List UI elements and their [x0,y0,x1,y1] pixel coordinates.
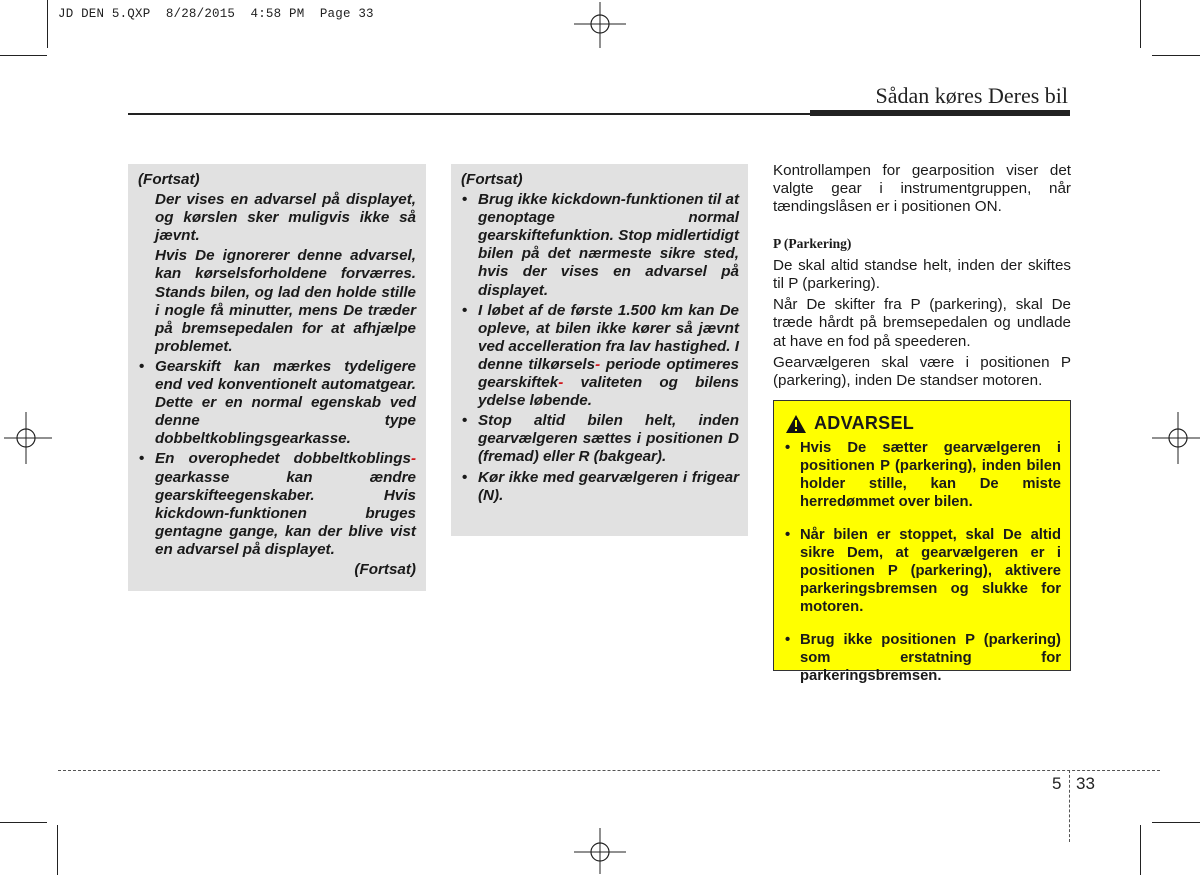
crop-mark [47,0,48,48]
list-item: • Brug ikke kickdown-funktionen til at genoptage normal gearskiftefunktion. Stop midlertidigt bilen på det nærmeste sikre sted, hvis der vises en advarsel på displayet. [461,191,739,300]
paragraph: Kontrollampen for gearposition viser det valgte gear i instrumentgruppen, når tændingslåsen er i positionen ON. [773,162,1071,216]
crop-mark [1152,55,1200,56]
crop-mark [1140,825,1141,875]
note-box-continued-1 [128,164,426,591]
hyphen-mark: - [595,355,601,373]
warning-box [773,400,1071,684]
registration-mark-icon [4,412,52,464]
registration-mark-icon [1152,412,1200,464]
list-item: • I løbet af de første 1.500 km kan De opleve, at bilen ikke kører så jævnt ved accelleration fra lav hastighed. I denne tilkørsels- periode optimeres gearskiftek- valiteten og bilens ydelse løbende. [461,302,739,411]
continued-label: (Fortsat) [354,560,416,578]
paragraph: Gearvælgeren skal være i positionen P (parkering), inden De standser motoren. [773,353,1071,390]
warning-item: • Hvis De sætter gearvælgeren i positionen P (parkering), inden bilen holder stille, kan De miste herredømmet over bilen. [785,439,1061,511]
paragraph: Hvis De ignorerer denne advarsel, kan kørselsforholdene forværres. Stands bilen, og lad den holde stille i nogle få minutter, mens De træder på bremsepedalen for at afhjælpe problemet. [155,247,416,355]
list-item: • Kør ikke med gearvælgeren i frigear (N). [461,469,739,505]
warning-item: • Brug ikke positionen P (parkering) som erstatning for parkeringsbremsen. [785,631,1061,685]
paragraph: Når De skifter fra P (parkering), skal De træde hårdt på bremsepedalen og undlade at have en fod på speederen. [773,296,1071,350]
hyphen-mark: - [410,450,416,468]
registration-mark-icon [574,828,626,874]
hyphen-mark: - [558,374,564,392]
warning-triangle-icon [785,414,807,434]
section-heading: P (Parkering) [773,235,852,251]
list-item: • Gearskift kan mærkes tydeligere end ved konventionelt automatgear. Dette er en normal egenskab ved denne type dobbeltkoblingsgearkasse. [138,358,416,448]
crop-mark [1140,0,1141,48]
crop-mark [0,822,47,823]
paragraph: Der vises en advarsel på displayet, og kørslen sker muligvis ikke så jævnt. [155,191,416,245]
continued-label: (Fortsat) [138,171,200,188]
registration-mark-icon [574,2,626,48]
paragraph: De skal altid standse helt, inden der skiftes til P (parkering). [773,256,1071,293]
note-box-continued-2 [451,164,748,536]
list-item: • Stop altid bilen helt, inden gearvælgeren sættes i positionen D (fremad) eller R (bakgear). [461,412,739,466]
running-head: Sådan køres Deres bil [875,83,1068,108]
body-column [773,162,1071,393]
crop-mark [57,825,58,875]
header-rule-accent [810,110,1070,116]
warning-header [785,413,1061,434]
continued-label: (Fortsat) [461,171,523,188]
crop-mark [0,55,47,56]
warning-item: • Når bilen er stoppet, skal De altid sikre Dem, at gearvælgeren er i positionen P (parkering), aktivere parkeringsbremsen og slukke for motoren. [785,526,1061,616]
page-number: 33 [1076,774,1095,793]
list-item: • En overophedet dobbeltkoblings- gearkasse kan ændre gearskifteegenskaber. Hvis kickdown-funktionen bruges gentagne gange, kan der blive vist en advarsel på displayet. [138,450,416,559]
footer-rule [58,770,1160,771]
warning-title: ADVARSEL [814,413,915,433]
chapter-number: 5 [1052,774,1062,793]
footer-divider [1069,770,1070,842]
crop-mark [1152,822,1200,823]
print-slug: JD DEN 5.QXP 8/28/2015 4:58 PM Page 33 [58,7,374,21]
